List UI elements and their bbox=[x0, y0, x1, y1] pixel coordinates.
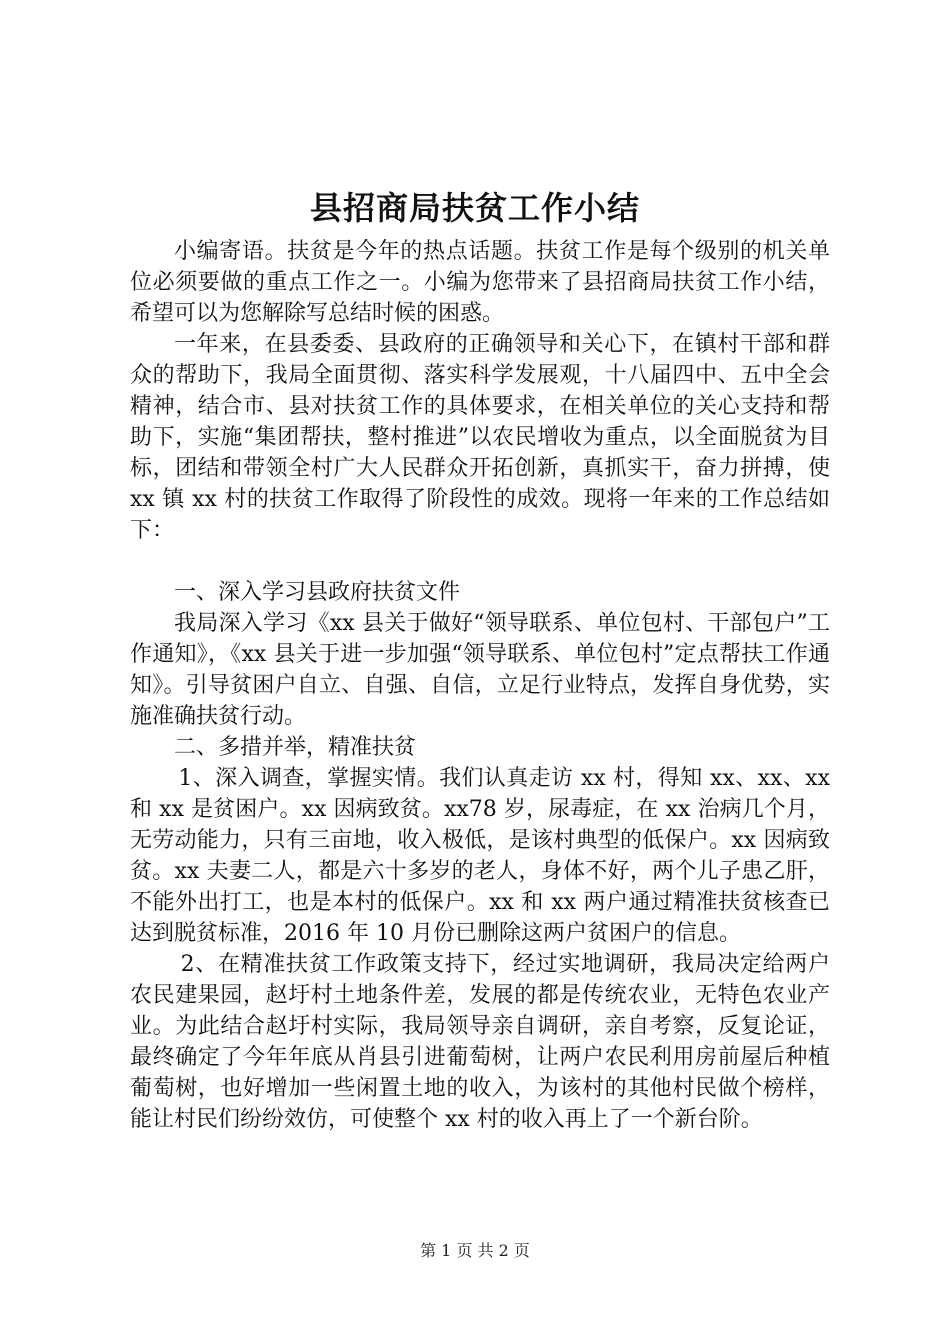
paragraph-survey: 1、深入调查，掌握实情。我们认真走访 xx 村，得知 xx、xx、xx 和 xx 是贫困户。xx 因病致贫。xx78 岁，尿毒症，在 xx 治病几个月，无劳动能力，只有三亩地，收入极低，是该村典型的低保户。xx 因病致贫。xx 夫妻二人，都是六十多岁的老人，身体不好，两个儿子患乙肝，不能外出打工，也是本村的低保户。xx 和 xx 两户通过精准扶贫核查已达到脱贫标准，2016 年 10 月份已删除这两户贫困户的信息。 bbox=[130, 766, 830, 946]
document-body bbox=[130, 236, 830, 1135]
paragraph-study: 我局深入学习《xx 县关于做好“领导联系、单位包村、干部包户”工作通知》，《xx 县关于进一步加强“领导联系、单位包村”定点帮扶工作通知》。引导贫困户自立、自强、自信，立足行业特点，发挥自身优势，实施准确扶贫行动。 bbox=[130, 611, 830, 729]
document-title: 县招商局扶贫工作小结 bbox=[309, 189, 640, 227]
page-footer: 第 1 页 共 2 页 bbox=[420, 1241, 530, 1260]
paragraph-orchard: 2、在精准扶贫工作政策支持下，经过实地调研，我局决定给两户农民建果园，赵圩村土地条件差，发展的都是传统农业，无特色农业产业。为此结合赵圩村实际，我局领导亲自调研，亲自考察，反复论证，最终确定了今年年底从肖县引进葡萄树，让两户农民利用房前屋后种植葡萄树，也好增加一些闲置土地的收入，为该村的其他村民做个榜样，能让村民们纷纷效仿，可使整个 xx 村的收入再上了一个新台阶。 bbox=[130, 952, 830, 1132]
paragraph-intro: 小编寄语。扶贫是今年的热点话题。扶贫工作是每个级别的机关单位必须要做的重点工作之一。小编为您带来了县招商局扶贫工作小结，希望可以为您解除写总结时候的困惑。 bbox=[130, 239, 830, 326]
section-heading-2: 二、多措并举，精准扶贫 bbox=[174, 735, 417, 760]
section-heading-1: 一、深入学习县政府扶贫文件 bbox=[174, 580, 461, 605]
paragraph-gap bbox=[130, 546, 830, 577]
paragraph-overview: 一年来，在县委委、县政府的正确领导和关心下，在镇村干部和群众的帮助下，我局全面贯彻、落实科学发展观，十八届四中、五中全会精神，结合市、县对扶贫工作的具体要求，在相关单位的关心支持和帮助下，实施“集团帮扶，整村推进”以农民增收为重点，以全面脱贫为目标，团结和带领全村广大人民群众开拓创新，真抓实干，奋力拼搏，使 xx 镇 xx 村的扶贫工作取得了阶段性的成效。现将一年来的工作总结如下： bbox=[130, 332, 830, 543]
